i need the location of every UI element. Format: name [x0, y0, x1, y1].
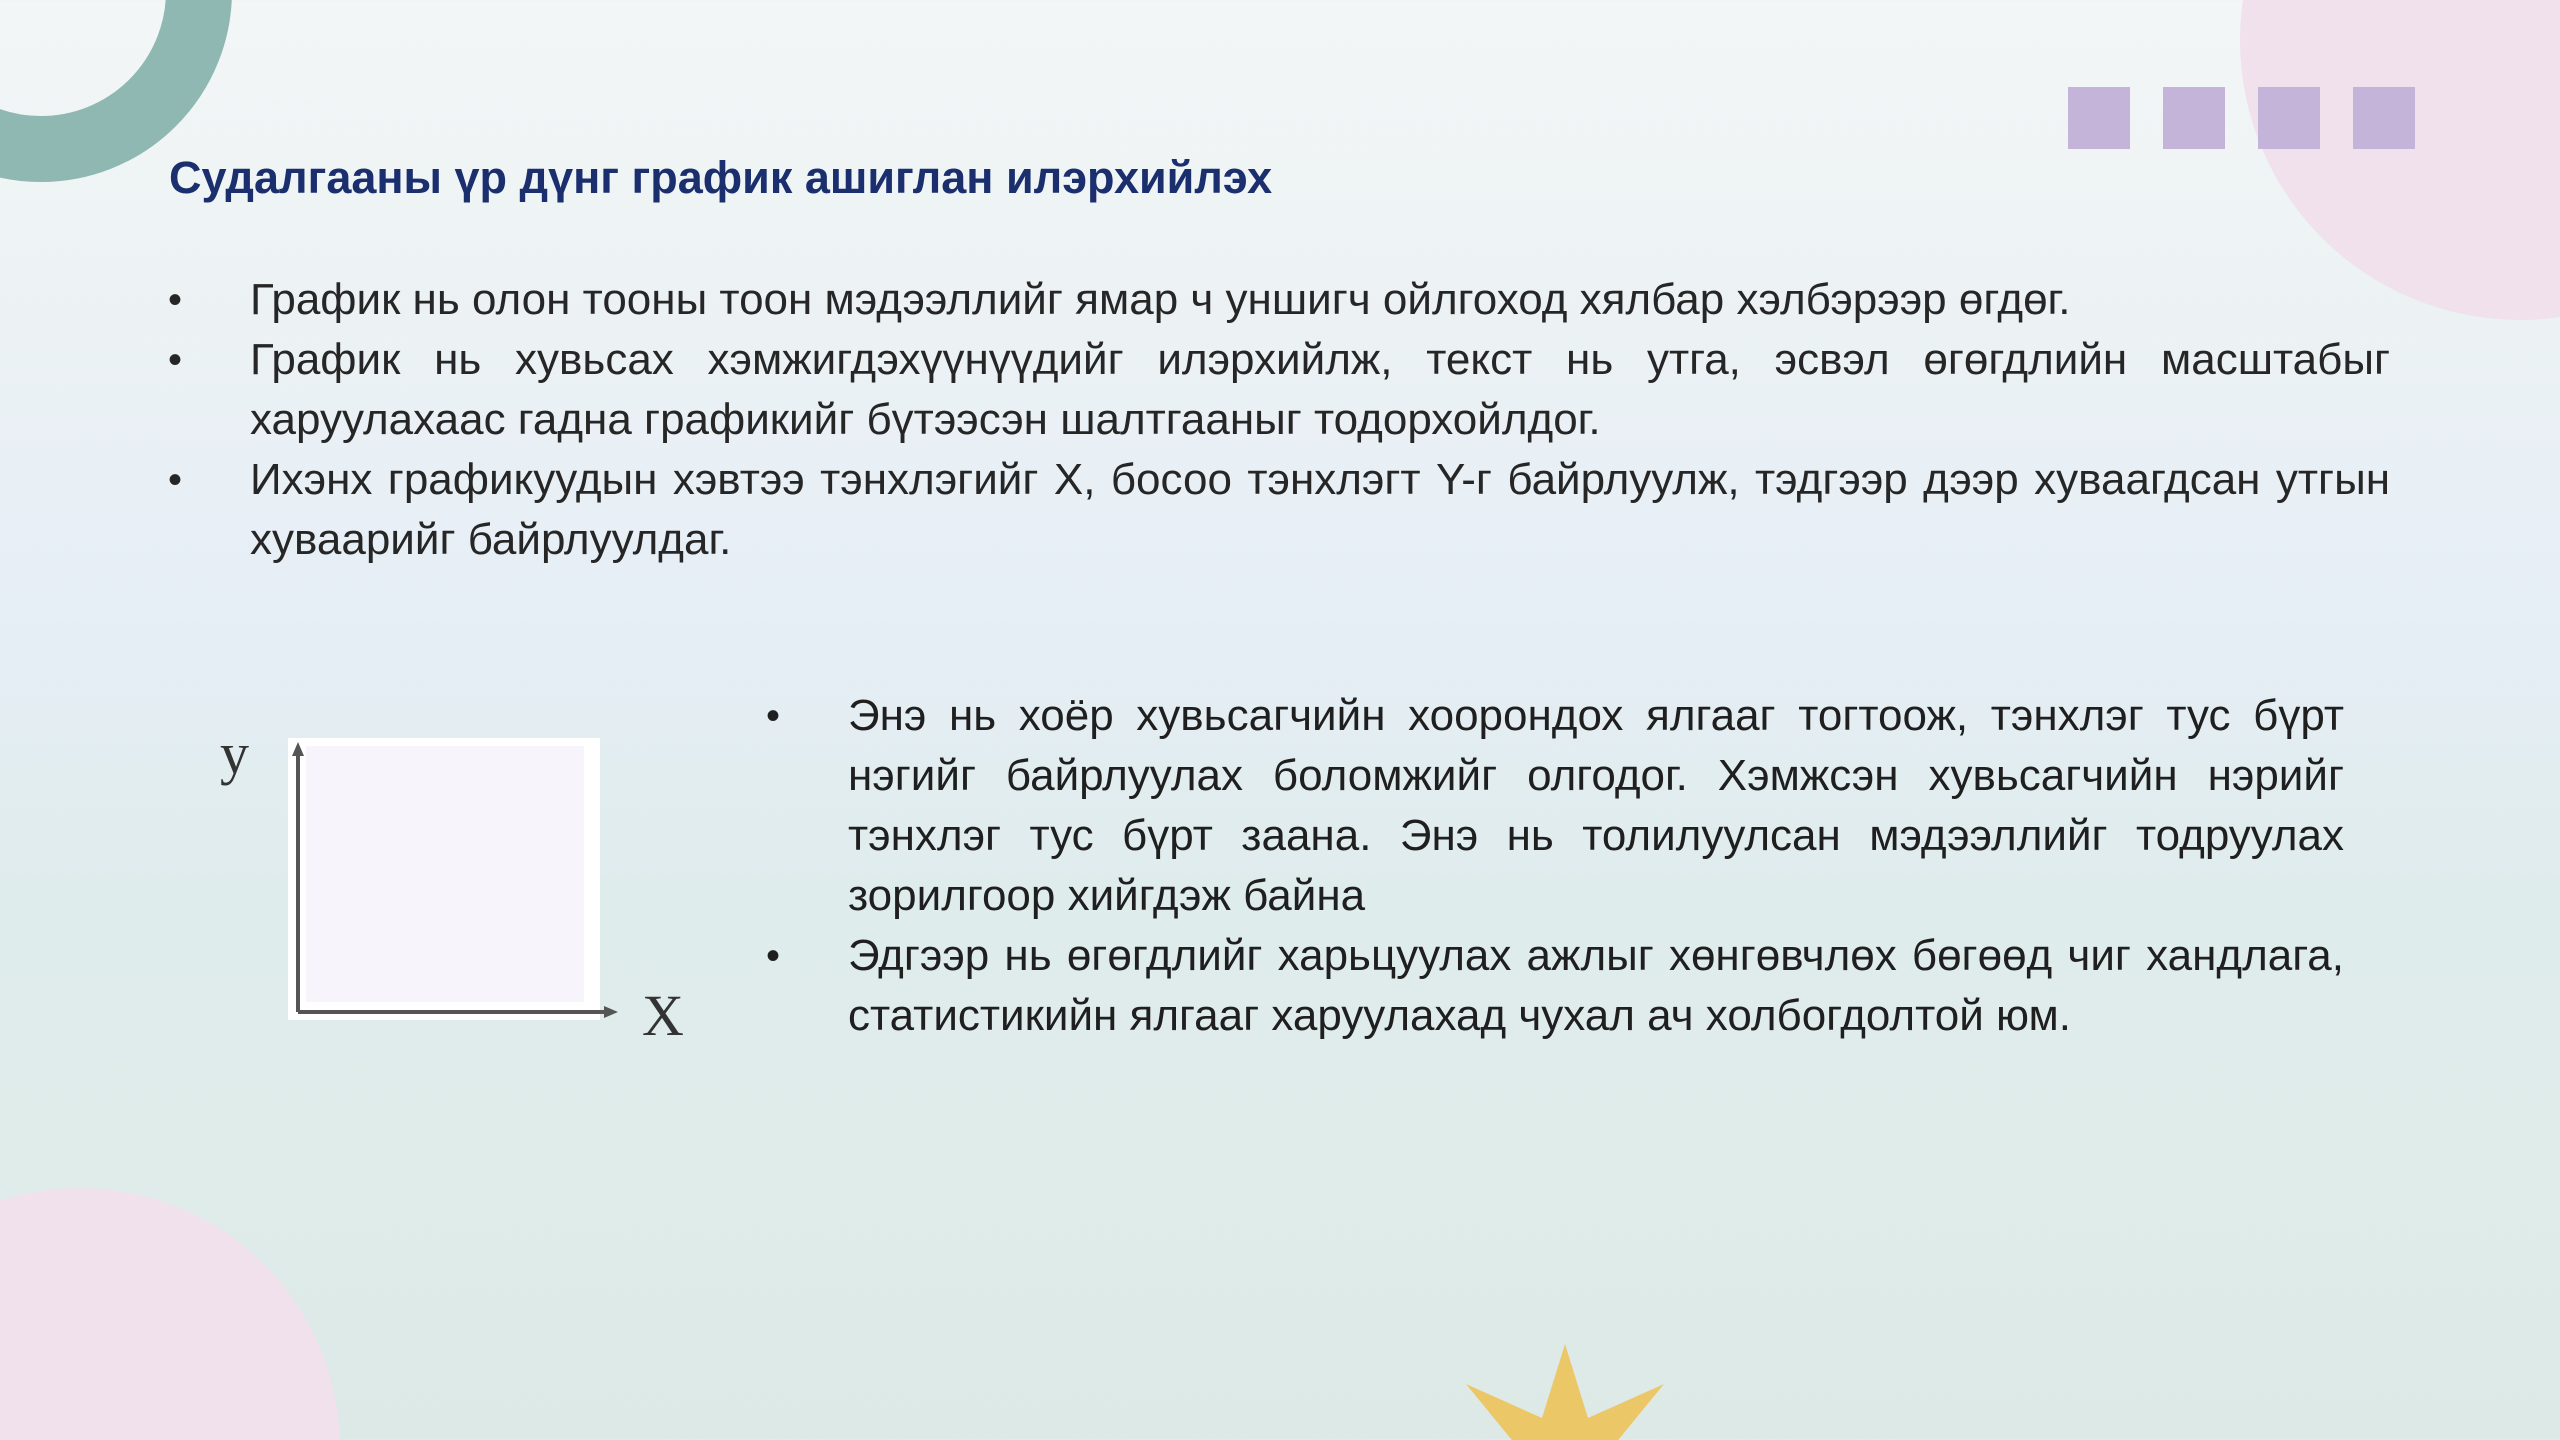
bullet-text: Эдгээр нь өгөгдлийг харьцуулах ажлыг хөнгөвчлөх бөгөөд чиг хандлага, статистикийн ялгааг харуулахад чухал ач холбогдолтой юм.: [848, 931, 2344, 1040]
list-item: [766, 686, 2344, 926]
bullet-icon: •: [766, 934, 781, 978]
list-item: [766, 926, 2344, 1046]
list-item: [168, 330, 2390, 450]
top-bullet-list: [168, 270, 2390, 570]
bullet-icon: •: [766, 694, 781, 738]
bullet-icon: •: [168, 458, 183, 502]
bullet-text: Энэ нь хоёр хувьсагчийн хоорондох ялгааг тогтоож, тэнхлэг тус бүрт нэгийг байрлуулах боломжийг олгодог. Хэмжсэн хувьсагчийн нэрийг тэнхлэг тус бүрт заана. Энэ нь толилуулсан мэдээллийг тодруулах зорилгоор хийгдэж байна: [848, 691, 2344, 920]
slide-title: Судалгааны үр дүнг график ашиглан илэрхийлэх: [169, 152, 1273, 203]
list-item: [168, 450, 2390, 570]
right-bullet-list: [766, 686, 2344, 1046]
list-item: [168, 270, 2390, 330]
y-axis-label: у: [220, 721, 249, 786]
bullet-text: График нь олон тооны тоон мэдээллийг ямар ч уншигч ойлгоход хялбар хэлбэрээр өгдөг.: [250, 275, 2071, 324]
bullet-text: Ихэнх графикуудын хэвтээ тэнхлэгийг X, босоо тэнхлэгт Y-г байрлуулж, тэдгээр дээр хуваагдсан утгын хуваарийг байрлуулдаг.: [250, 455, 2390, 564]
decorative-square: [2068, 87, 2130, 149]
bullet-icon: •: [168, 278, 183, 322]
axes-graphic: [210, 720, 710, 1040]
decorative-square: [2353, 87, 2415, 149]
decorative-pink-circle-bottom: [0, 1188, 340, 1440]
decorative-square: [2163, 87, 2225, 149]
bullet-icon: •: [168, 338, 183, 382]
axes-illustration: [210, 720, 710, 1048]
decorative-star: [1460, 1340, 1670, 1440]
decorative-square: [2258, 87, 2320, 149]
x-axis-label: X: [642, 983, 684, 1048]
bullet-text: График нь хувьсах хэмжигдэхүүнүүдийг илэрхийлж, текст нь утга, эсвэл өгөгдлийн масштабыг харуулахаас гадна графикийг бүтээсэн шалтгааныг тодорхойлдог.: [250, 335, 2390, 444]
